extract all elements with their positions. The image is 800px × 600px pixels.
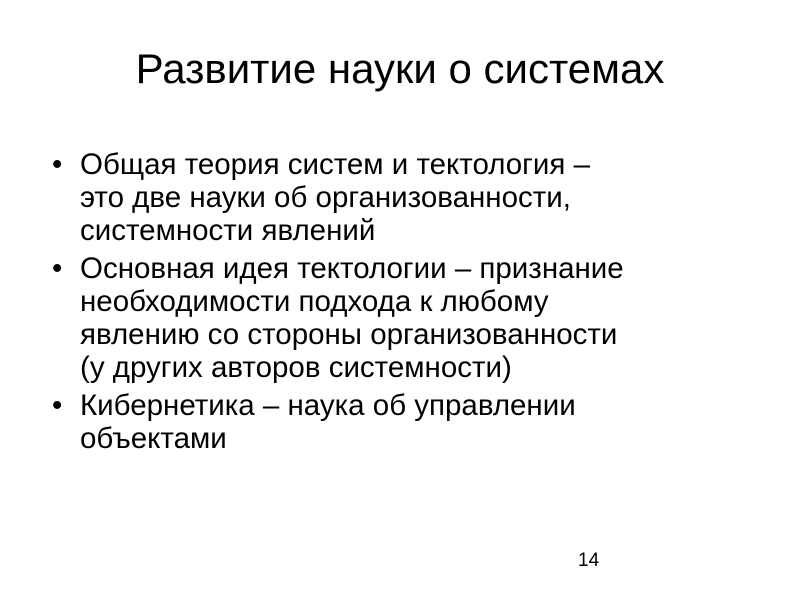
bullet-item (52, 252, 752, 384)
bullet-line: (у других авторов системности) (80, 351, 512, 384)
bullet-line: Кибернетика – наука об управлении (80, 389, 576, 422)
bullet-list (52, 148, 752, 460)
bullet-item (52, 148, 752, 247)
bullet-line: явлению со стороны организованности (80, 318, 618, 351)
bullet-icon: • (52, 389, 63, 422)
bullet-line: объектами (80, 422, 227, 455)
bullet-item (52, 389, 752, 455)
bullet-line: системности явлений (80, 214, 376, 247)
bullet-icon: • (52, 148, 63, 181)
slide-title: Развитие науки о системах (135, 45, 665, 92)
page-number: 14 (578, 550, 600, 571)
bullet-line: Основная идея тектологии – признание (80, 252, 624, 285)
bullet-line: это две науки об организованности, (80, 181, 571, 214)
bullet-line: Общая теория систем и тектология – (80, 148, 590, 181)
bullet-line: необходимости подхода к любому (80, 285, 549, 318)
bullet-icon: • (52, 252, 63, 285)
